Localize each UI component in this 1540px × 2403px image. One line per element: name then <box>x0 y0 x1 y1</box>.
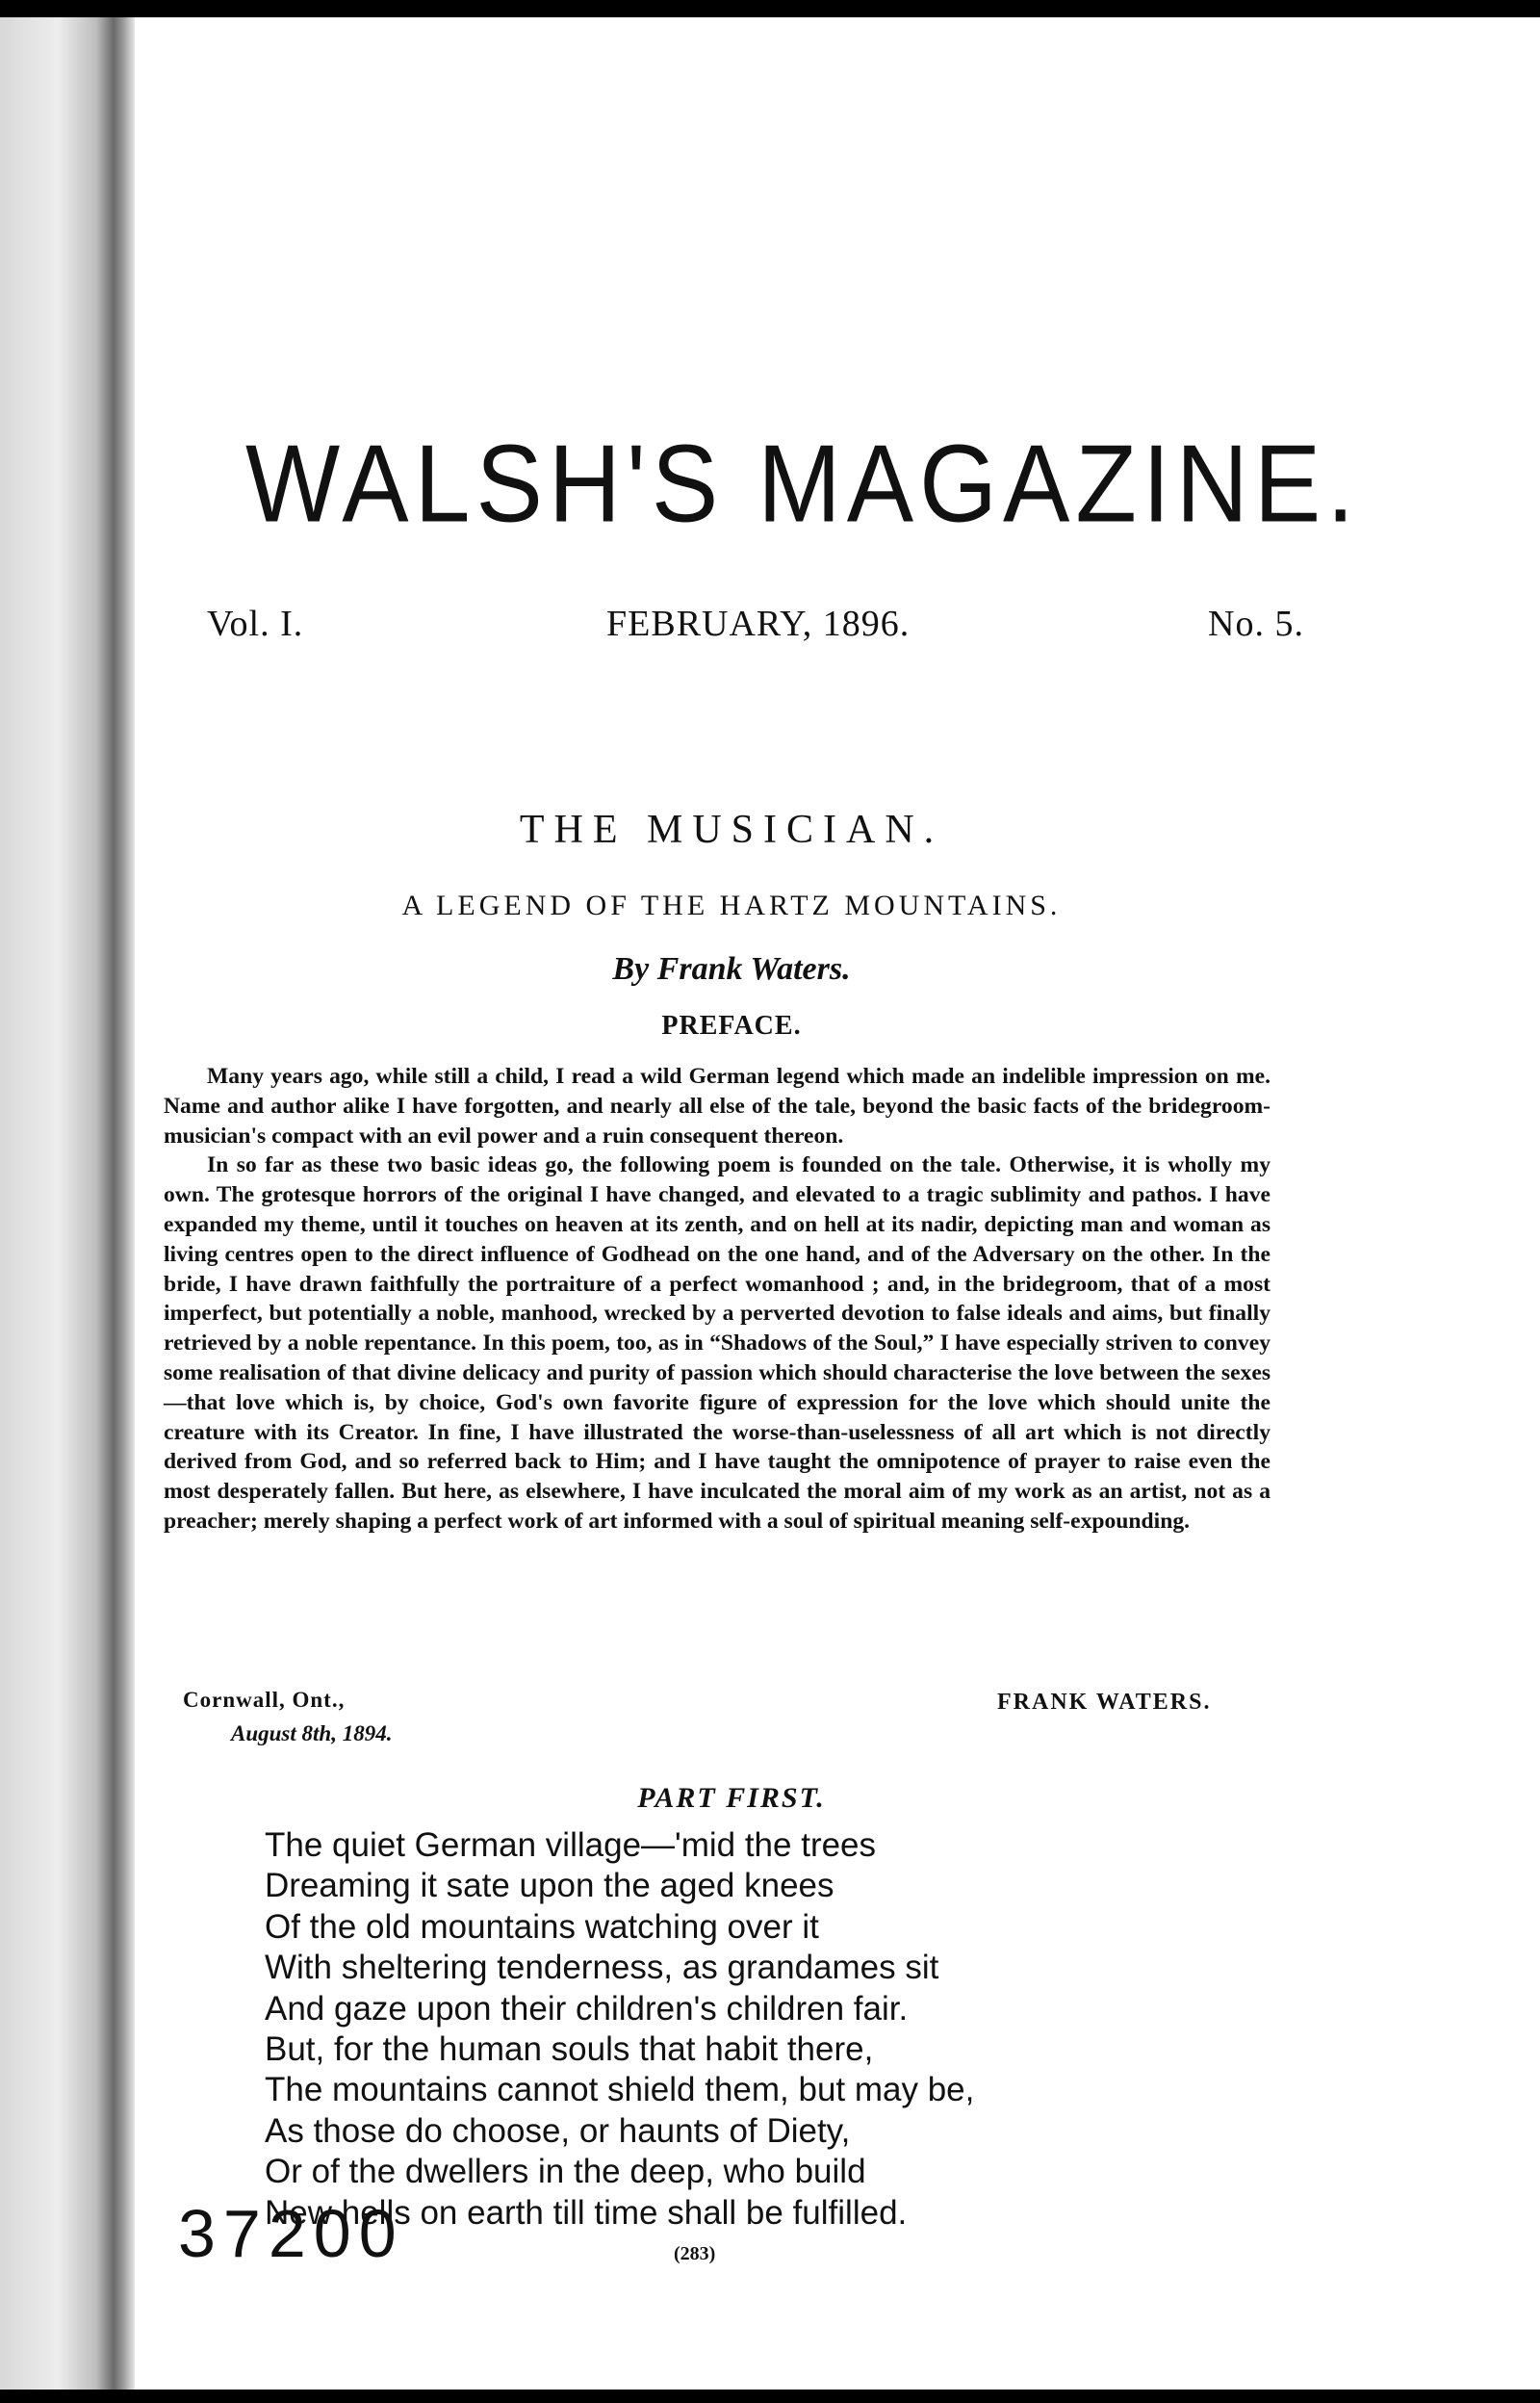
article-subtitle: A LEGEND OF THE HARTZ MOUNTAINS. <box>401 890 1062 921</box>
issue-date: FEBRUARY, 1896. <box>606 604 911 644</box>
poem-line: With sheltering tenderness, as grandames sit <box>265 1949 939 1987</box>
poem-line: New hells on earth till time shall be fulfilled. <box>265 2193 908 2232</box>
article-byline: By Frank Waters. <box>612 951 851 987</box>
poem-line: Of the old mountains watching over it <box>265 1907 819 1946</box>
handwritten-number: 37200 <box>178 2196 404 2271</box>
poem-line: Dreaming it sate upon the aged knees <box>265 1867 834 1905</box>
preface-text <box>164 1062 1270 1537</box>
poem-line: The quiet German village—'mid the trees <box>265 1826 877 1864</box>
book-gutter <box>0 17 135 2390</box>
page-content <box>164 17 1361 2390</box>
poem-line: The mountains cannot shield them, but may be, <box>265 2071 975 2109</box>
preface-paragraph: Many years ago, while still a child, I read a wild German legend which made an indelible impression on me. Name and author alike I have forgotten, and nearly all else of the tale, beyond the basic facts of the bridegroom-musician's compact with an evil power and a ruin consequent thereon. <box>164 1064 1270 1149</box>
issue-volume: Vol. I. <box>207 604 304 644</box>
signoff-date: August 8th, 1894. <box>231 1721 393 1745</box>
masthead: WALSH'S MAGAZINE. <box>245 423 1361 546</box>
poem-line: Or of the dwellers in the deep, who build <box>265 2153 866 2191</box>
signoff-place: Cornwall, Ont., <box>183 1688 346 1712</box>
preface-heading: PREFACE. <box>661 1011 802 1041</box>
magazine-page <box>0 17 1540 2390</box>
issue-number: No. 5. <box>1208 604 1304 644</box>
poem-line: And gaze upon their children's children fair. <box>265 1989 909 2028</box>
page-number: (283) <box>674 2243 716 2264</box>
part-heading: PART FIRST. <box>637 1782 826 1814</box>
poem-line: But, for the human souls that habit there, <box>265 2030 874 2069</box>
article-title: THE MUSICIAN. <box>519 808 944 852</box>
preface-paragraph: In so far as these two basic ideas go, the following poem is founded on the tale. Otherwise, it is wholly my own. The grotesque horrors of the original I have changed, and elevated to a tragic sublimity and pathos. I have expanded my theme, until it touches on heaven at its zenth, and on hell at its nadir, depicting man and woman as living centres open to the direct influence of Godhead on the one hand, and of the Adversary on the other. In the bride, I have drawn faithfully the portraiture of a perfect womanhood ; and, in the bridegroom, that of a most imperfect, but potentially a noble, manhood, wrecked by a perverted devotion to false ideals and aims, but finally retrieved by a noble repentance. In this poem, too, as in “Shadows of the Soul,” I have especially striven to convey some realisation of that divine delicacy and purity of passion which should characterise the love between the sexes—that love which is, by choice, God's own favorite figure of expression for the love which should unite the creature with its Creator. In fine, I have illustrated the worse-than-uselessness of all art which is not directly derived from God, and so referred back to Him; and I have taught the omnipotence of prayer to raise even the most desperately fallen. But here, as elsewhere, I have inculcated the moral aim of my work as an artist, not as a preacher; merely shaping a perfect work of art informed with a soul of spiritual meaning self-expounding. <box>164 1152 1270 1534</box>
poem <box>265 1825 974 2234</box>
signoff-author: FRANK WATERS. <box>997 1690 1212 1715</box>
poem-line: As those do choose, or haunts of Diety, <box>265 2111 851 2150</box>
